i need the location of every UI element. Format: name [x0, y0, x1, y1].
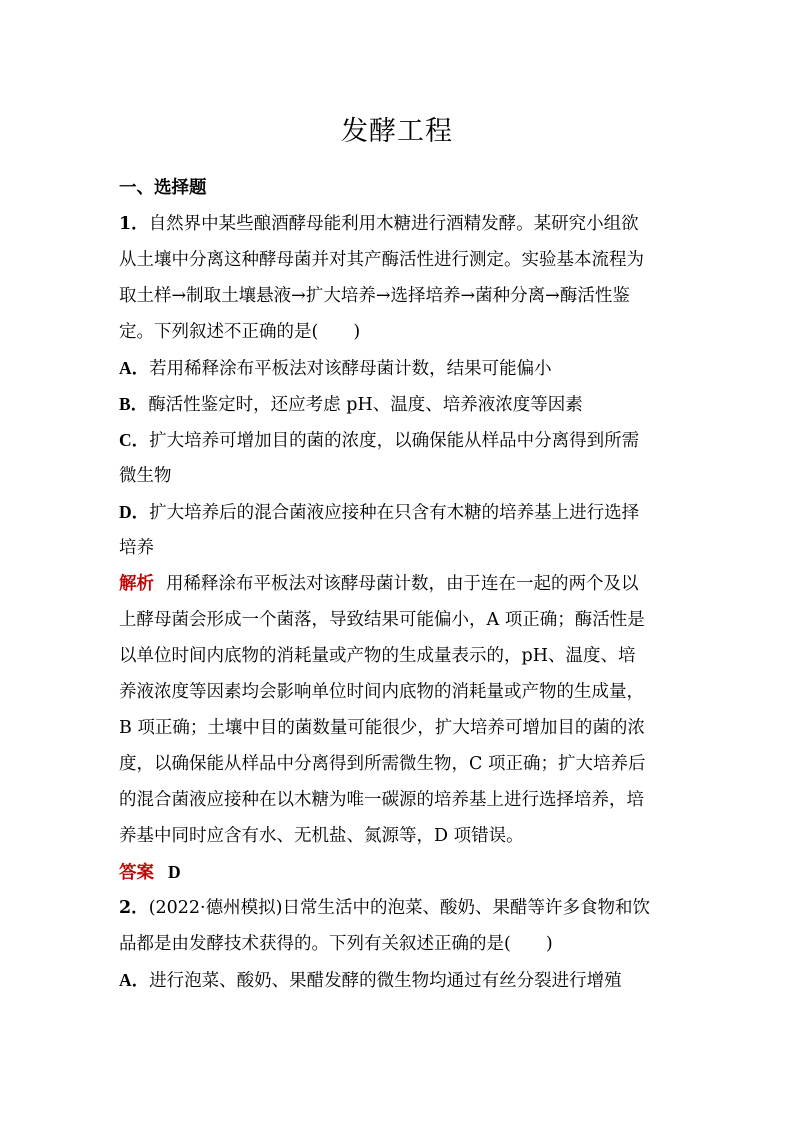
analysis-line-6: 度，以确保能从样品中分离得到所需微生物，C 项正确；扩大培养后 — [119, 754, 646, 774]
analysis-label: 解析 — [119, 574, 154, 594]
question-2-stem-line-1 — [119, 890, 679, 926]
answer-value: D — [168, 862, 181, 882]
q2-option-a-text: 进行泡菜、酸奶、果醋发酵的微生物均通过有丝分裂进行增殖 — [149, 971, 622, 991]
option-a-text: 若用稀释涂布平板法对该酵母菌计数，结果可能偏小 — [149, 359, 552, 379]
analysis-line-7: 的混合菌液应接种在以木糖为唯一碳源的培养基上进行选择培养，培 — [119, 790, 644, 810]
question-1 — [119, 206, 679, 890]
question-1-option-d-cont: 培养 — [119, 538, 154, 558]
question-1-option-a — [119, 350, 679, 386]
analysis-line-5: B 项正确；土壤中目的菌数量可能很少，扩大培养可增加目的菌的浓 — [119, 718, 645, 738]
question-1-stem-line-3: 取土样→制取土壤悬液→扩大培养→选择培养→菌种分离→酶活性鉴 — [119, 286, 630, 306]
question-1-option-b — [119, 386, 679, 422]
question-1-option-c — [119, 422, 679, 458]
question-1-stem-text-1: 自然界中某些酿酒酵母能利用木糖进行酒精发酵。某研究小组欲 — [148, 214, 639, 234]
analysis-line-3: 以单位时间内底物的消耗量或产物的生成量表示的，pH、温度、培 — [119, 646, 636, 666]
q2-option-a-label: A． — [119, 970, 150, 990]
option-a-label: A． — [119, 358, 150, 378]
option-c-label: C． — [119, 430, 150, 450]
question-1-option-c-cont: 微生物 — [119, 466, 172, 486]
analysis-line-2: 上酵母菌会形成一个菌落，导致结果可能偏小，A 项正确；酶活性是 — [119, 610, 645, 630]
question-1-stem-line-1 — [119, 206, 679, 242]
question-2-number: 2． — [119, 898, 149, 918]
analysis-text-1: 用稀释涂布平板法对该酵母菌计数，由于连在一起的两个及以 — [166, 574, 639, 594]
option-b-label: B． — [119, 394, 149, 414]
page-title: 发酵工程 — [341, 116, 453, 147]
question-1-number: 1． — [119, 214, 149, 234]
option-d-text: 扩大培养后的混合菌液应接种在只含有木糖的培养基上进行选择 — [149, 503, 640, 523]
question-1-option-d — [119, 494, 679, 530]
question-2 — [119, 890, 679, 998]
document-body — [119, 170, 679, 998]
section-heading: 一、选择题 — [119, 178, 207, 198]
question-2-stem-text-1: (2022·德州模拟)日常生活中的泡菜、酸奶、果醋等许多食物和饮 — [148, 898, 650, 918]
option-c-text: 扩大培养可增加目的菌的浓度，以确保能从样品中分离得到所需 — [149, 431, 640, 451]
question-2-stem-line-2: 品都是由发酵技术获得的。下列有关叙述正确的是( ) — [119, 934, 553, 954]
answer-line — [119, 854, 679, 890]
question-2-option-a — [119, 962, 679, 998]
analysis-line-8: 养基中同时应含有水、无机盐、氮源等，D 项错误。 — [119, 826, 524, 846]
question-1-stem-line-4: 定。下列叙述不正确的是( ) — [119, 322, 361, 342]
answer-label: 答案 — [119, 863, 154, 883]
analysis-line-1 — [119, 566, 679, 602]
option-b-text: 酶活性鉴定时，还应考虑 pH、温度、培养液浓度等因素 — [148, 395, 583, 415]
analysis-line-4: 养液浓度等因素均会影响单位时间内底物的消耗量或产物的生成量， — [119, 682, 644, 702]
question-1-stem-line-2: 从土壤中分离这种酵母菌并对其产酶活性进行测定。实验基本流程为 — [119, 250, 644, 270]
option-d-label: D． — [119, 502, 150, 522]
